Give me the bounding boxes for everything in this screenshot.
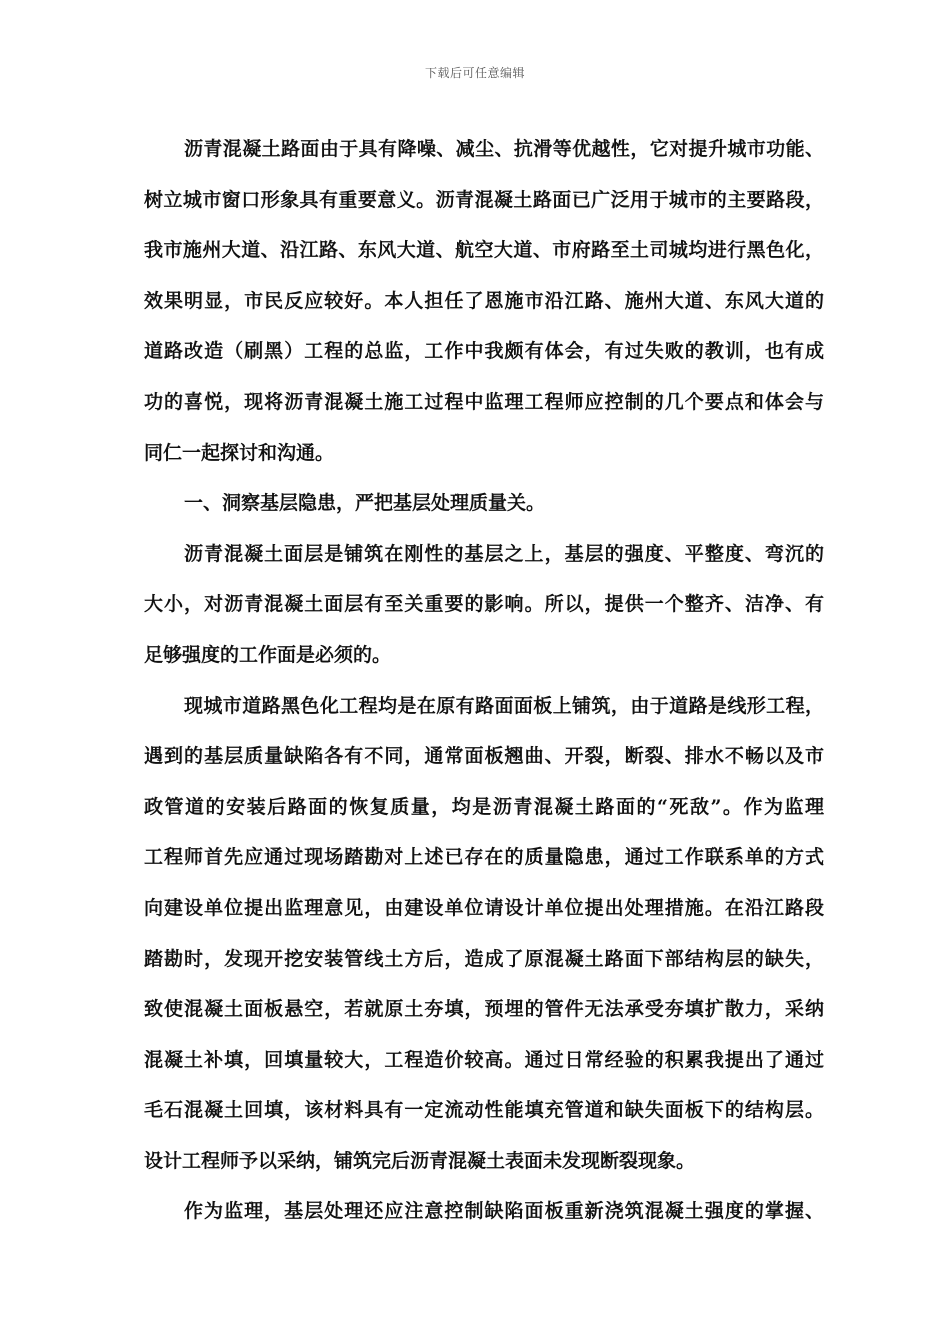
paragraph-base-layer (144, 536, 824, 688)
paragraph-supervision (144, 1193, 824, 1244)
text-line: 向建设单位提出监理意见，由建设单位请设计单位提出处理措施。在沿江路段 (144, 896, 824, 919)
text-line: 混凝土补填，回填量较大，工程造价较高。通过日常经验的积累我提出了通过 (144, 1048, 824, 1071)
paragraph-intro (144, 131, 824, 485)
text-line: 工程师首先应通过现场踏勘对上述已存在的质量隐患，通过工作联系单的方式 (144, 846, 824, 869)
text-line: 设计工程师予以采纳，铺筑完后沥青混凝土表面未发现断裂现象。 (144, 1149, 696, 1172)
text-line: 致使混凝土面板悬空，若就原土夯填，预埋的管件无法承受夯填扩散力，采纳 (144, 998, 824, 1021)
text-line: 沥青混凝土路面由于具有降噪、减尘、抗滑等优越性，它对提升城市功能、 (184, 138, 824, 160)
text-line: 作为监理，基层处理还应注意控制缺陷面板重新浇筑混凝土强度的掌握、 (184, 1200, 824, 1223)
text-line: 大小，对沥青混凝土面层有至关重要的影响。所以，提供一个整齐、洁净、有 (144, 593, 824, 616)
section-heading (144, 485, 824, 536)
text-line: 道路改造（刷黑）工程的总监，工作中我颇有体会，有过失败的教训，也有成 (144, 340, 824, 363)
text-line: 遇到的基层质量缺陷各有不同，通常面板翘曲、开裂，断裂、排水不畅以及市 (144, 745, 824, 768)
document-body (144, 131, 824, 1244)
text-line: 足够强度的工作面是必须的。 (144, 643, 392, 666)
text-line: 政管道的安装后路面的恢复质量，均是沥青混凝土路面的“死敌”。作为监理 (144, 795, 824, 818)
text-line: 效果明显，市民反应较好。本人担任了恩施市沿江路、施州大道、东风大道的 (144, 289, 824, 312)
section-heading-text: 一、洞察基层隐患，严把基层处理质量关。 (184, 492, 546, 515)
text-line: 踏勘时，发现开挖安装管线土方后，造成了原混凝土路面下部结构层的缺失， (144, 947, 824, 970)
text-line: 现城市道路黑色化工程均是在原有路面面板上铺筑，由于道路是线形工程， (184, 694, 824, 717)
text-line: 同仁一起探讨和沟通。 (144, 441, 335, 464)
text-line: 树立城市窗口形象具有重要意义。沥青混凝土路面已广泛用于城市的主要路段， (144, 188, 824, 211)
text-line: 我市施州大道、沿江路、东风大道、航空大道、市府路至土司城均进行黑色化， (144, 239, 824, 262)
page-header: 下载后可任意编辑 (424, 66, 525, 80)
text-line: 功的喜悦，现将沥青混凝土施工过程中监理工程师应控制的几个要点和体会与 (144, 390, 824, 413)
text-line: 毛石混凝土回填，该材料具有一定流动性能填充管道和缺失面板下的结构层。 (144, 1099, 824, 1122)
text-line: 沥青混凝土面层是铺筑在刚性的基层之上，基层的强度、平整度、弯沉的 (184, 542, 824, 565)
paragraph-defects (144, 688, 824, 1194)
